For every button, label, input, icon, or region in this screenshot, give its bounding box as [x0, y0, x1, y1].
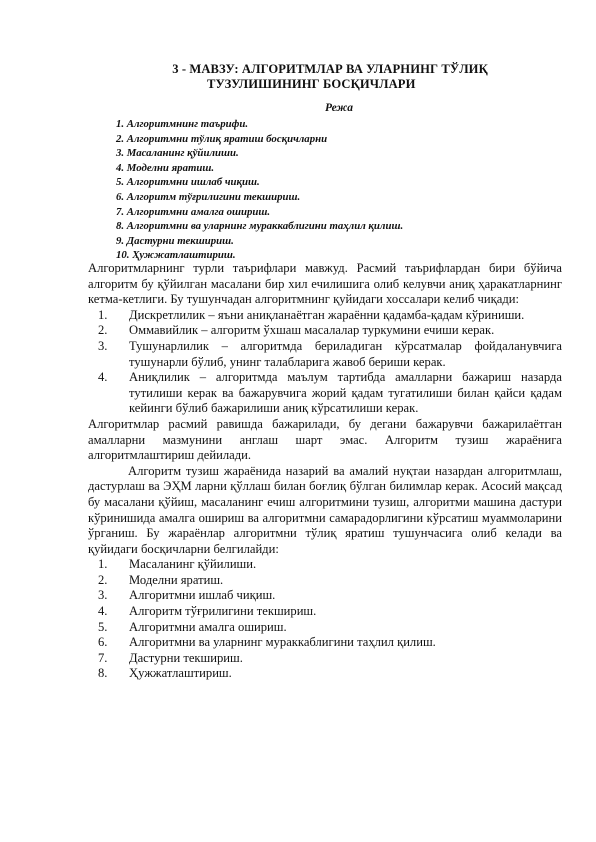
list-number: 2. — [98, 572, 108, 587]
plan-item: 5. Алгоритмни ишлаб чиқиш. — [116, 176, 260, 189]
list-number: 8. — [98, 666, 108, 681]
list-number: 3. — [98, 338, 108, 353]
list-number: 4. — [98, 370, 108, 385]
plan-item: 4. Моделни яратиш. — [116, 161, 215, 174]
list-item — [98, 573, 562, 589]
plan-heading: Режа — [325, 102, 353, 114]
list-number: 5. — [98, 619, 108, 634]
plan-item: 6. Алгоритм тўғрилигини текшириш. — [116, 190, 301, 203]
paragraph-definitions: Алгоритмларнинг турли таърифлари мавжуд. Расмий таърифлардан бири бўйича алгоритм бу қўйилган масалани бир хил ечилишига олиб келувчи аниқ ҳаракатларнинг кетма-кетлиги. Бу тушунчадан алгоритмнинг қуйидаги хоссалари келиб чиқади: — [88, 261, 562, 307]
list-text: Алгоритмни ва уларнинг мураккаблигини таҳлил қилиш. — [129, 635, 436, 650]
list-text: Тушунарлилик – алгоритмда бериладиган кўрсатмалар фойдаланувчига тушунарли бўлиб, унинг талабларига жавоб бериши керак. — [129, 338, 562, 369]
list-text: Аниқлилик – алгоритмда маълум тартибда амалларни бажариш назарда тутилиши керак ва бажарувчига жорий қадам тугатилиши билан қайси қадам кейинги бўлиб бажарилиши аниқ кўрсатилиши керак. — [129, 370, 562, 416]
list-number: 2. — [98, 323, 108, 338]
plan-item: 10. Ҳужжатлаштириш. — [116, 249, 236, 262]
list-text: Алгоритмни амалга ошириш. — [129, 619, 287, 634]
list-item — [98, 651, 562, 667]
list-text: Ҳужжатлаштириш. — [129, 666, 232, 681]
plan-item: 3. Масаланинг қўйилиши. — [116, 147, 239, 160]
list-text: Оммавийлик – алгоритм ўхшаш масалалар туркумини ечиши керак. — [129, 323, 495, 338]
body-text — [88, 261, 562, 682]
list-item — [98, 635, 562, 651]
list-text: Алгоритмни ишлаб чиқиш. — [129, 588, 276, 603]
plan-list — [116, 117, 403, 263]
list-number: 7. — [98, 650, 108, 665]
list-item — [98, 620, 562, 636]
plan-item: 8. Алгоритмни ва уларнинг мураккаблигини таҳлил қилиш. — [116, 220, 404, 233]
list-text: Дискретлилик – яъни аниқланаётган жараённи қадамба-қадам кўриниши. — [129, 307, 525, 322]
plan-item: 2. Алгоритмни тўлиқ яратиш босқичларни — [116, 132, 328, 145]
paragraph-process: Алгоритм тузиш жараёнида назарий ва амалий нуқтаи назардан алгоритмлаш, дастурлаш ва ЭҲМ ларни қўллаш билан боғлиқ бўлган билимлар керак. Асосий мақсад бу масалани қўйиш, масаланинг ечиш алгоритмини тузиш, алгоритми машина дастури кўринишида амалга ошириш ва алгоритмни самарадорлигини кўрсатиш муаммоларини ўрганиш. Бу жараёнлар алгоритмни тўлиқ яратиш тушунчасига олиб келади ва қуйидаги босқичларни белгилайди: — [88, 463, 562, 556]
list-item — [98, 308, 562, 324]
list-item — [98, 323, 562, 339]
list-number: 1. — [98, 557, 108, 572]
list-text: Моделни яратиш. — [129, 572, 224, 587]
list-item — [98, 339, 562, 370]
plan-item: 9. Дастурни текшириш. — [116, 234, 234, 247]
stages-list — [88, 557, 562, 682]
plan-item: 7. Алгоритмни амалга ошириш. — [116, 205, 271, 218]
properties-list — [88, 308, 562, 417]
plan-item: 1. Алгоритмнинг таърифи. — [116, 118, 249, 130]
list-text: Дастурни текшириш. — [129, 650, 243, 665]
list-number: 1. — [98, 307, 108, 322]
list-item — [98, 604, 562, 620]
list-number: 4. — [98, 604, 108, 619]
list-item — [98, 370, 562, 417]
page-title — [100, 62, 560, 92]
list-item — [98, 588, 562, 604]
title-line-1: 3 - МАВЗУ: АЛГОРИТМЛАР ВА УЛАРНИНГ ТЎЛИҚ — [172, 62, 488, 76]
paragraph-formal: Алгоритмлар расмий равишда бажарилади, бу дегани бажарувчи бажарилаётган амалларни мазмунини англаш шарт эмас. Алгоритм тузиш жараёнига алгоритмлаштириш дейилади. — [88, 416, 562, 463]
list-text: Масаланинг қўйилиши. — [129, 557, 257, 572]
list-item — [98, 666, 562, 682]
title-line-2: ТУЗУЛИШИНИНГ БОСҚИЧЛАРИ — [207, 77, 416, 91]
list-number: 6. — [98, 635, 108, 650]
list-text: Алгоритм тўғрилигини текшириш. — [129, 604, 317, 619]
list-item — [98, 557, 562, 573]
list-number: 3. — [98, 588, 108, 603]
